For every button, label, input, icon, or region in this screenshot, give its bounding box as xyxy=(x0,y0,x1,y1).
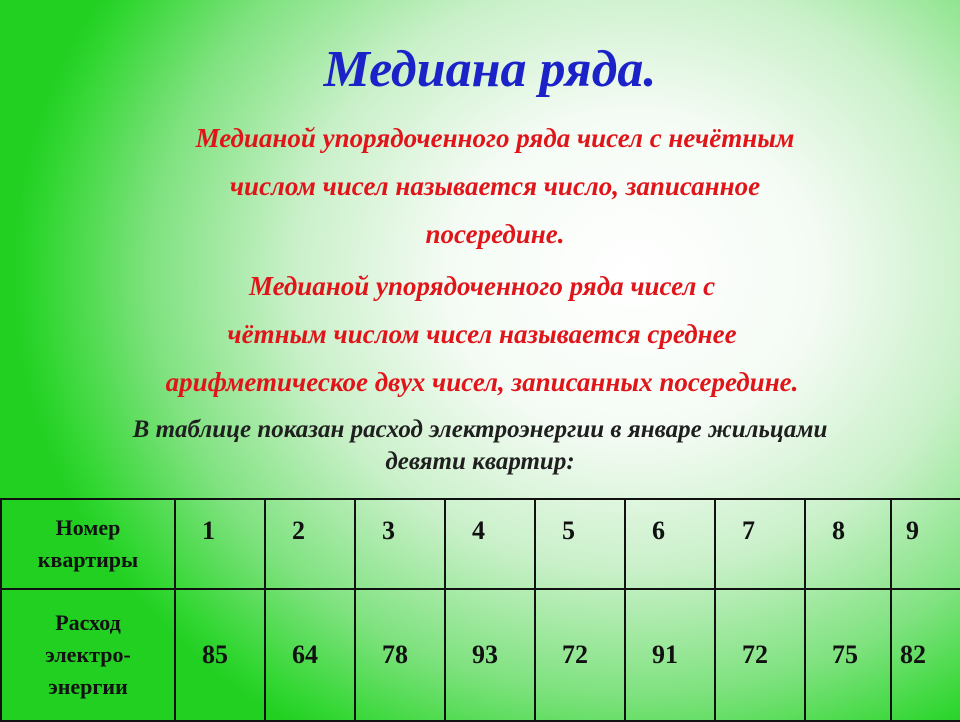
apartment-cell: 8 xyxy=(805,499,891,589)
row-label-line: Расход xyxy=(55,610,121,635)
table-intro-line: девяти квартир: xyxy=(385,448,575,475)
apartment-cell: 9 xyxy=(891,499,960,589)
definition-even-line: Медианой упорядоченного ряда чисел с xyxy=(248,271,716,301)
row-label-line: энергии xyxy=(48,674,128,699)
consumption-cell: 93 xyxy=(445,589,535,721)
definition-even-line: чётным числом чисел называется среднее xyxy=(227,319,737,349)
electricity-table xyxy=(0,498,960,722)
table-intro xyxy=(30,414,930,478)
consumption-cell: 72 xyxy=(535,589,625,721)
apartment-cell: 7 xyxy=(715,499,805,589)
consumption-cell: 72 xyxy=(715,589,805,721)
definition-even xyxy=(72,262,892,406)
table-row-consumption xyxy=(1,589,960,721)
consumption-cell: 82 xyxy=(891,589,960,721)
apartment-cell: 5 xyxy=(535,499,625,589)
apartment-cell: 1 xyxy=(175,499,265,589)
apartment-cell: 3 xyxy=(355,499,445,589)
definition-odd-line: числом чисел называется число, записанное xyxy=(229,171,761,201)
definition-odd xyxy=(100,114,890,258)
apartment-cell: 4 xyxy=(445,499,535,589)
apartment-cell: 6 xyxy=(625,499,715,589)
row-label-consumption xyxy=(1,589,175,721)
slide-title: Медиана ряда. xyxy=(323,41,657,98)
table-row-apartment xyxy=(1,499,960,589)
row-label-line: Номер xyxy=(55,515,121,540)
row-label-line: электро- xyxy=(45,642,131,667)
definition-even-line: арифметическое двух чисел, записанных посередине. xyxy=(165,367,799,397)
consumption-cell: 91 xyxy=(625,589,715,721)
consumption-cell: 85 xyxy=(175,589,265,721)
table-intro-line: В таблице показан расход электроэнергии в январе жильцами xyxy=(132,416,828,443)
consumption-cell: 64 xyxy=(265,589,355,721)
definition-odd-line: Медианой упорядоченного ряда чисел с нечётным xyxy=(195,123,795,153)
apartment-cell: 2 xyxy=(265,499,355,589)
row-label-apartment xyxy=(1,499,175,589)
consumption-cell: 78 xyxy=(355,589,445,721)
consumption-cell: 75 xyxy=(805,589,891,721)
definition-odd-line: посередине. xyxy=(425,219,565,249)
row-label-line: квартиры xyxy=(37,547,139,572)
